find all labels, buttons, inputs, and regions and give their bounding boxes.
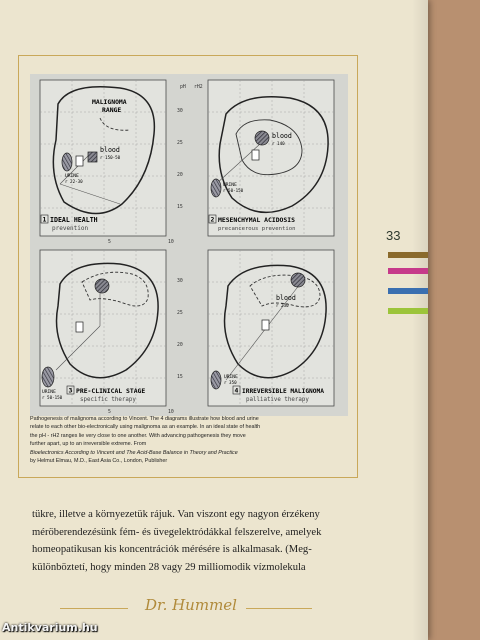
urine-label: URINE	[42, 390, 56, 395]
body-line: homeopatikusan kis koncentrációk mérésére is alkalmasak. (Meg-	[32, 544, 312, 556]
urine-label: URINE	[224, 375, 238, 380]
blood-label: blood	[276, 294, 296, 302]
urine-value: r 350	[224, 380, 237, 385]
panel-subtitle: prevention	[52, 225, 89, 232]
urine-value: r 50-150	[223, 188, 244, 193]
panel-subtitle: palliative therapy	[246, 397, 309, 403]
svg-text:20: 20	[177, 343, 183, 348]
footer-rule-right	[246, 608, 312, 609]
blood-label: blood	[272, 132, 292, 140]
svg-text:pH: pH	[180, 85, 186, 90]
footer-signature: Dr. Hummel	[145, 596, 237, 614]
figure-caption	[30, 415, 352, 465]
blood-label: blood	[100, 146, 120, 154]
blood-marker	[255, 131, 269, 145]
diagram-figure	[30, 74, 348, 416]
svg-text:rH2: rH2	[194, 85, 203, 90]
body-paragraph	[32, 506, 362, 576]
blood-value: r 150-50	[100, 155, 121, 160]
blood-value: r 230	[276, 303, 289, 308]
svg-text:10: 10	[168, 410, 174, 415]
section-tab-blue	[388, 288, 428, 294]
section-tab-green	[388, 308, 428, 314]
urine-marker	[62, 153, 72, 171]
section-tab-magenta	[388, 268, 428, 274]
caption-line: further apart, up to an irreversible extreme. From	[30, 441, 147, 448]
caption-line: the pH - rH2 ranges lie very close to one another. With advancing pathogenesis they move	[30, 432, 246, 439]
body-line: különböztetí, hogy minden 28 vagy 29 milliomodik vízmolekula	[32, 561, 306, 573]
svg-text:20: 20	[177, 173, 183, 178]
panel-number: 3	[68, 386, 73, 395]
svg-text:5: 5	[108, 240, 111, 245]
body-line: tükre, illetve a környezetük rájuk. Van viszont egy nagyon érzékeny	[32, 509, 320, 520]
urine-label: URINE	[65, 174, 79, 179]
svg-text:30: 30	[177, 279, 183, 284]
panel-3	[40, 250, 166, 406]
panel-number: 1	[42, 215, 47, 224]
panel-subtitle: specific therapy	[80, 397, 136, 403]
urine-marker	[211, 371, 221, 389]
diagram-svg	[30, 74, 348, 416]
page-number: 33	[386, 228, 401, 243]
blood-value: r 140	[272, 141, 285, 146]
panel-title: PRE-CLINICAL STAGE	[76, 387, 146, 395]
panel-title: MESENCHYMAL ACIDOSIS	[218, 216, 295, 224]
blood-marker	[291, 273, 305, 287]
panel-subtitle: precancerous prevention	[218, 226, 296, 232]
caption-source-author: by Helmut Elmau, M.D., East Asia Co., London, Publisher	[30, 458, 168, 465]
blood-marker	[88, 152, 97, 162]
caption-line: relate to each other bio-electronically using malignoma as an example. In an ideal state of health	[30, 424, 261, 431]
panel-title: IRREVERSIBLE MALIGNOMA	[242, 388, 324, 395]
caption-source-title: Bioelectronics According to Vincent and The Acid-Base Balance in Theory and Practice	[30, 449, 238, 456]
svg-text:15: 15	[177, 375, 183, 380]
caption-line: Pathogenesis of malignoma according to Vincent. The 4 diagrams illustrate how blood and urine	[30, 416, 259, 422]
section-tab-brown	[388, 252, 428, 258]
panel-number: 4	[234, 386, 239, 395]
malignoma-range-label-2: RANGE	[102, 106, 122, 114]
panel-2	[208, 80, 334, 236]
svg-text:10: 10	[168, 240, 174, 245]
body-line: méröberendezésünk fém- és üvegelektródákkal felszerelve, amelyek	[32, 526, 322, 538]
page-edge-shadow	[412, 0, 428, 640]
urine-marker	[42, 367, 54, 387]
urine-value: r 22-30	[65, 179, 83, 184]
panel-4	[208, 250, 334, 406]
urine-marker	[211, 179, 221, 197]
panel-1	[40, 80, 166, 236]
svg-text:15: 15	[177, 205, 183, 210]
malignoma-range-label-1: MALIGNOMA	[92, 98, 127, 106]
urine-value: r 50-150	[42, 395, 63, 400]
svg-text:25: 25	[177, 311, 183, 316]
svg-text:5: 5	[108, 410, 111, 415]
panel-title: IDEAL HEALTH	[50, 216, 98, 224]
watermark: Antikvarium.hu	[2, 621, 98, 634]
svg-text:30: 30	[177, 109, 183, 114]
urine-label: URINE	[223, 183, 237, 188]
panel-number: 2	[210, 215, 215, 224]
blood-marker	[95, 279, 109, 293]
footer-rule-left	[60, 608, 128, 609]
svg-text:25: 25	[177, 141, 183, 146]
